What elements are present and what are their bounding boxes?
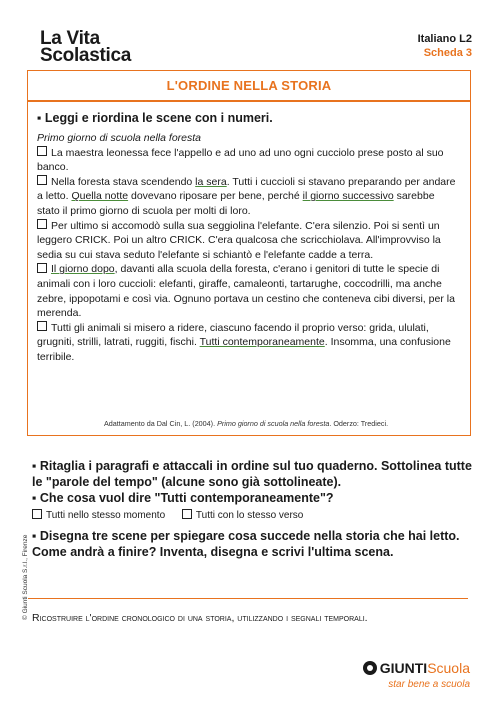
giunti-logo-icon (363, 661, 377, 675)
paragraph-text: . Tutti i cuccioli si stavano preparando per andare a letto. (37, 175, 456, 203)
checkbox[interactable] (182, 509, 192, 519)
checkbox[interactable] (37, 321, 47, 331)
copyright: © Giunti Scuola S.r.l., Firenze (22, 534, 29, 620)
credit-text: . Oderzo: Tredieci. (329, 419, 389, 428)
paragraph-text: Per ultimo si accomodò sulla sua seggiolina l'elefante. C'era silenzio. Poi si sentì un leggero CRICK. Poi un altro CRICK. C'era qualcosa che scricchiolava. All'improvviso la sedia su cui stava seduto l'elefante si schiantò e l'elefante cadde a terra. (37, 219, 441, 261)
learning-goal: Ricostruire l'ordine cronologico di una storia, utilizzando i segnali temporali. (32, 612, 368, 624)
time-word: il giorno successivo (302, 190, 394, 203)
publisher-logo (363, 660, 470, 690)
logo-name-accent: Scuola (427, 660, 470, 676)
checkbox[interactable] (32, 509, 42, 519)
option-2[interactable] (182, 508, 303, 524)
task-3: ▪ Disegna tre scene per spiegare cosa succede nella storia che hai letto. Come andrà a finire? Inventa, disegna e scrivi l'ultima scena. (32, 529, 460, 559)
paragraph-text: La maestra leonessa fece l'appello e ad uno ad uno ogni cucciolo prese posto al suo banco. (37, 146, 444, 174)
option-1[interactable] (32, 508, 165, 524)
checkbox[interactable] (37, 175, 47, 185)
tasks (32, 458, 472, 560)
story-paragraph (37, 219, 457, 263)
logo-tagline: star bene a scuola (388, 679, 470, 690)
story-paragraph (37, 175, 457, 219)
brand-line2: Scolastica (40, 45, 131, 66)
credit-text: Adattamento da Dal Cin, L. (2004). (104, 419, 218, 428)
time-word: la sera (195, 175, 227, 188)
time-word: Tutti contemporaneamente (199, 336, 325, 349)
paragraph-text: Tutti gli animali si misero a ridere, ciascuno facendo il proprio verso: grida, ululati, grugniti, strilli, latrati, ruggiti, fischi. (37, 321, 429, 349)
task-2: ▪ Che cosa vuol dire "Tutti contemporaneamente"? (32, 491, 334, 505)
option-label: Tutti con lo stesso verso (195, 510, 304, 521)
header-info (418, 32, 472, 60)
story-paragraph (37, 321, 457, 365)
sheet-label: Scheda 3 (423, 47, 472, 59)
instruction: ▪ Leggi e riordina le scene con i numeri. (37, 111, 273, 125)
story-paragraph (37, 262, 457, 320)
goal-divider (28, 598, 468, 599)
brand-line1: La Vita (40, 28, 100, 49)
paragraph-text: sarebbe stato il primo giorno di scuola per molti di loro. (37, 190, 435, 217)
paragraph-text: dovevano riposare per bene, perché (128, 190, 303, 203)
time-word: Quella notte (71, 190, 129, 203)
answer-options (32, 508, 472, 524)
checkbox[interactable] (37, 263, 47, 273)
story-text (37, 131, 457, 365)
time-word: Il giorno dopo (51, 263, 115, 276)
title-divider (28, 100, 470, 102)
logo-name: GIUNTI (379, 660, 428, 676)
paragraph-text: . Insomma, una confusione terribile. (37, 336, 451, 363)
task-1: ▪ Ritaglia i paragrafi e attaccali in ordine sul tuo quaderno. Sottolinea tutte le "parole del tempo" (alcune sono già sottolineate). (32, 459, 472, 489)
option-label: Tutti nello stesso momento (46, 510, 166, 521)
subject-label: Italiano L2 (417, 33, 472, 45)
credit-book-title: Primo giorno di scuola nella foresta (217, 419, 330, 428)
story-paragraph (37, 146, 457, 175)
checkbox[interactable] (37, 219, 47, 229)
paragraph-text: , davanti alla scuola della foresta, c'erano i genitori di tutte le specie di animali con i loro cuccioli: elefanti, giraffe, camaleonti, tartarughe, coccodrilli, ma anche zebre, ippopotami e così via. Ognuno portava un cestino che conteneva cibi diversi, per la merenda. (37, 263, 455, 320)
story-title: Primo giorno di scuola nella foresta (37, 132, 202, 144)
brand-logo (40, 30, 131, 64)
story-card (27, 70, 471, 436)
checkbox[interactable] (37, 146, 47, 156)
card-title: L'ORDINE NELLA STORIA (166, 78, 332, 93)
source-credit (104, 419, 388, 428)
paragraph-text: Nella foresta stava scendendo (51, 175, 196, 188)
